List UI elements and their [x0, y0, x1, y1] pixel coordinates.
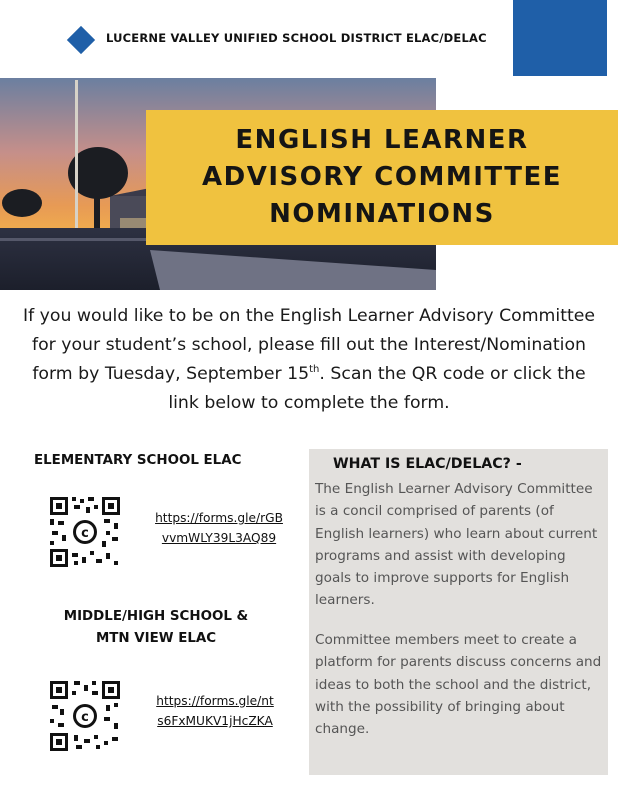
corner-accent-block [513, 0, 607, 76]
intro-paragraph [8, 302, 610, 418]
middle-high-heading-line-1: MIDDLE/HIGH SCHOOL & [63, 609, 249, 624]
intro-line-2: for your student’s school, please fill out the Interest/Nomination [32, 335, 586, 355]
title-banner [146, 110, 618, 245]
intro-line-3 [8, 360, 610, 389]
qr-code-icon[interactable] [48, 679, 122, 753]
qr-code-icon[interactable] [48, 495, 122, 569]
info-paragraph-1: The English Learner Advisory Committee is a concil comprised of parents (of English learners) who learn about current programs and assist with developing goals to improve supports for English learners. [315, 481, 598, 609]
intro-line-4: link below to complete the form. [168, 393, 450, 413]
date-suffix: th [309, 364, 320, 376]
title-line-2: ADVISORY COMMITTEE [202, 162, 562, 192]
title-line-1: ENGLISH LEARNER [235, 125, 529, 155]
diamond-icon [67, 26, 95, 54]
intro-date-text: form by Tuesday, September 15 [32, 364, 310, 384]
svg-text:c: c [81, 710, 89, 725]
title-line-3: NOMINATIONS [269, 199, 495, 229]
elementary-heading: ELEMENTARY SCHOOL ELAC [34, 453, 242, 468]
middle-high-heading [34, 606, 278, 650]
middle-high-form-link[interactable] [144, 691, 286, 731]
info-heading: WHAT IS ELAC/DELAC? - [333, 456, 522, 472]
middle-high-link-line-1[interactable]: https://forms.gle/nt [156, 694, 274, 708]
middle-high-heading-line-2: MTN VIEW ELAC [95, 631, 217, 646]
elementary-link-line-1[interactable]: https://forms.gle/rGB [155, 511, 283, 525]
info-paragraph-2: Committee members meet to create a platform for parents discuss concerns and ideas to both the school and the district, with the possibility of bringing about change. [315, 632, 602, 738]
elementary-form-link[interactable] [144, 508, 294, 548]
district-title: LUCERNE VALLEY UNIFIED SCHOOL DISTRICT ELAC/DELAC [106, 31, 487, 45]
svg-text:c: c [81, 526, 89, 541]
elementary-link-line-2[interactable]: vvmWLY39L3AQ89 [161, 531, 277, 545]
info-panel [309, 449, 608, 775]
intro-scan-text: . Scan the QR code or click the [319, 364, 586, 384]
intro-line-1: If you would like to be on the English Learner Advisory Committee [22, 306, 596, 326]
middle-high-link-line-2[interactable]: s6FxMUKV1jHcZKA [157, 714, 273, 728]
